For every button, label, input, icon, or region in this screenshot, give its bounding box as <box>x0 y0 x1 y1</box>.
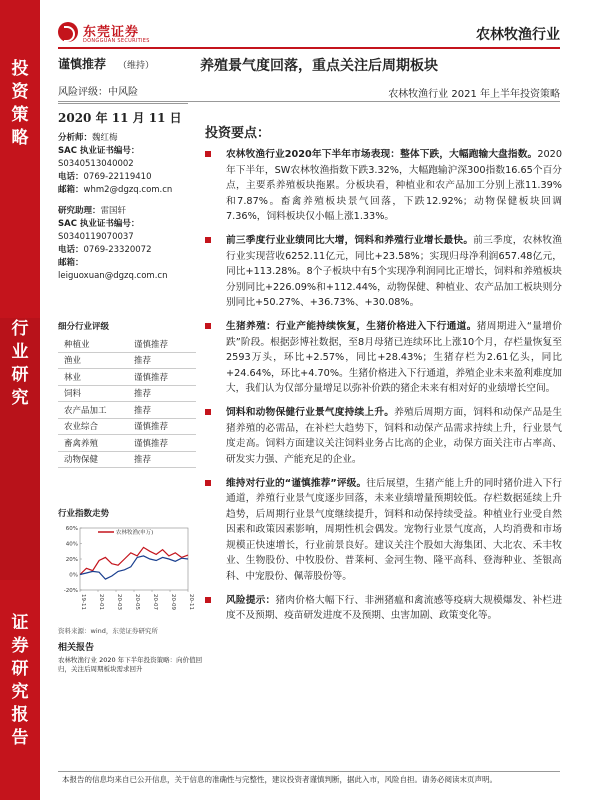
key-point-text: 猪周期进入“量增价跌”阶段。根据彭博社数据，至8月母猪已连续环比上涨10个月，存栏量恢复至2593万头，环比+2.57%，同比+28.43%；生猪存栏为2.61亿头，同比+24.64%，环比+4.70%。生猪价格进入下行通道，养殖企业未来盈利难度加大，我们认为仅部分量增足以弥补价跌的猪企未来有相对好的业绩增长空间。 <box>226 321 562 394</box>
industry-name-cell: 农产品加工 <box>58 402 134 419</box>
sidebar-char: 券 <box>11 636 29 656</box>
key-points-list <box>200 147 562 632</box>
sidebar-char: 告 <box>11 728 29 748</box>
bullet-square-icon <box>205 480 211 486</box>
sidebar-char: 策 <box>11 105 29 125</box>
x-tick-label: 20-03 <box>116 594 122 610</box>
industry-rating-row <box>58 352 196 369</box>
report-subtitle: 农林牧渔行业 2021 年上半年投资策略 <box>388 89 560 100</box>
industry-rating-row <box>58 336 196 352</box>
legend-label: 农林牧渔(申万) <box>116 530 154 536</box>
industry-rating-cell: 谨慎推荐 <box>134 369 196 386</box>
key-point-text: 养殖后周期方面，饲料和动保产品是生猪养殖的必需品，在补栏大趋势下，饲料和动保产品需求持续上升，行业景气度走高。饲料方面建议关注饲料业务占比高的企业，动保方面关注市占率高、研发实力强、产能充足的企业。 <box>226 407 563 465</box>
analyst-label: 分析师： <box>58 133 93 143</box>
sidebar-char: 行 <box>11 319 29 339</box>
industry-rating-cell: 推荐 <box>134 402 196 419</box>
chart-frame <box>80 528 188 590</box>
industry-rating-cell: 谨慎推荐 <box>134 418 196 435</box>
tel-number: 0769-22119410 <box>83 172 152 182</box>
key-point <box>200 476 562 585</box>
sidebar-band-strategy <box>0 0 40 318</box>
cert-number: S0340513040002 <box>58 159 134 169</box>
industry-name-cell: 动物保健 <box>58 451 134 468</box>
key-point <box>200 405 562 467</box>
rating-label: 谨慎推荐 <box>58 57 107 71</box>
industry-rating-cell: 推荐 <box>134 385 196 402</box>
sidebar-char: 业 <box>11 342 29 362</box>
sidebar-char: 资 <box>11 82 29 102</box>
industry-rating-heading: 细分行业评级 <box>58 322 110 332</box>
rating-note: （维持） <box>118 61 155 71</box>
assistant-name: 雷国轩 <box>100 206 127 216</box>
x-tick-label: 20-09 <box>170 594 176 610</box>
mail-label: 邮箱： <box>58 185 84 195</box>
industry-rating-row <box>58 451 196 468</box>
title-divider-2 <box>58 103 188 104</box>
industry-rating-row <box>58 402 196 419</box>
mail-label: 邮箱： <box>58 258 84 268</box>
bullet-square-icon <box>205 151 211 157</box>
key-point <box>200 593 562 624</box>
logo-name-en: DONGGUAN SECURITIES <box>83 38 150 44</box>
series-line <box>80 556 188 579</box>
y-tick-label: 60% <box>65 526 78 532</box>
report-title: 养殖景气度回落，重点关注后周期板块 <box>200 58 438 74</box>
bullet-square-icon <box>205 323 211 329</box>
key-point-heading: 前三季度行业业绩同比大增，饲料和养殖行业增长最快。 <box>226 235 474 246</box>
industry-name-cell: 饲料 <box>58 385 134 402</box>
key-point-heading: 农林牧渔行业2020年下半年市场表现：整体下跌，大幅跑输大盘指数。 <box>226 149 538 160</box>
industry-rating-row <box>58 369 196 386</box>
x-tick-label: 19-11 <box>80 594 86 610</box>
y-tick-label: 0% <box>69 572 78 579</box>
bullet-square-icon <box>205 237 211 243</box>
email-link[interactable]: leiguoxuan@dgzq.com.cn <box>58 271 168 281</box>
analyst-name: 魏红梅 <box>92 133 118 143</box>
x-tick-label: 20-11 <box>188 594 194 610</box>
chart-source: 资料来源：wind，东莞证券研究所 <box>58 627 158 635</box>
cert-label: SAC 执业证书编号： <box>58 146 140 156</box>
key-point-heading: 维持对行业的“谨慎推荐”评级。 <box>226 477 367 489</box>
email-link[interactable]: whm2@dgzq.com.cn <box>83 185 173 195</box>
series-line <box>80 547 188 574</box>
cert-label: SAC 执业证书编号： <box>58 219 140 229</box>
sidebar-char: 研 <box>11 365 29 385</box>
key-point-text: 往后展望，生猪产能上升的同时猪价进入下行通道，养殖行业景气度逐步回落，未来业绩增量预期较低。存栏数据延续上升趋势，后周期行业景气度继续提升，饲料和动保持续受益。种植业行业受自然因素和政策因素影响，周期性机会偶发。宠物行业景气度高，人均消费和市场规模正快速增长，行业前景良好。建议关注个股如大海集团、大北农、禾丰牧业、生物股份、中牧股份、普莱柯、金河生物、隆平高科、登海种业、荃银高科、中宠股份、佩蒂股份等。 <box>226 477 562 582</box>
industry-rating-row <box>58 385 196 402</box>
sidebar-char: 究 <box>11 682 29 702</box>
rating <box>58 55 154 72</box>
industry-rating-row <box>58 435 196 452</box>
index-chart-heading: 行业指数走势 <box>58 509 110 519</box>
analyst-info <box>58 132 198 283</box>
assistant-label: 研究助理： <box>58 206 101 216</box>
title-divider <box>58 101 560 102</box>
industry-name-cell: 农业综合 <box>58 418 134 435</box>
industry-rating-cell: 推荐 <box>134 352 196 369</box>
industry-rating-cell: 谨慎推荐 <box>134 336 196 352</box>
key-point <box>200 147 562 225</box>
tel-number: 0769-23320072 <box>83 245 152 255</box>
cert-number: S0340119070037 <box>58 232 134 242</box>
sidebar-char: 究 <box>11 388 29 408</box>
industry-rating-row <box>58 418 196 435</box>
related-reports-heading: 相关报告 <box>58 643 95 653</box>
sidebar-char: 研 <box>11 659 29 679</box>
sidebar-band-industry <box>0 318 40 580</box>
x-tick-label: 20-07 <box>152 594 158 610</box>
key-point-heading: 饲料和动物保健行业景气度持续上升。 <box>226 407 395 418</box>
key-point <box>200 319 562 397</box>
key-point <box>200 233 562 311</box>
key-point-heading: 风险提示： <box>226 594 276 606</box>
key-points-heading: 投资要点： <box>205 126 271 141</box>
industry-name-cell: 林业 <box>58 369 134 386</box>
logo-mark-icon <box>58 22 78 42</box>
y-tick-label: 40% <box>65 541 78 548</box>
risk-level: 风险评级：中风险 <box>58 87 138 98</box>
y-tick-label: 20% <box>65 557 78 563</box>
header-divider <box>58 47 560 49</box>
tel-label: 电话： <box>58 172 84 182</box>
index-chart <box>58 520 196 626</box>
x-tick-label: 20-01 <box>98 594 104 610</box>
key-point-heading: 生猪养殖：行业产能持续恢复，生猪价格进入下行通道。 <box>226 321 477 332</box>
y-tick-label: -20% <box>63 588 78 594</box>
key-point-text: 猪肉价格大幅下行、非洲猪瘟和禽流感等疫病大规模爆发、补栏进度不及预期、疫苗研发进度不及预期、虫害加剧、政策变化等。 <box>226 594 563 621</box>
industry-name-cell: 渔业 <box>58 352 134 369</box>
logo-name-cn: 东莞证券 <box>83 25 140 40</box>
disclaimer: 本报告的信息均来自已公开信息，关于信息的准确性与完整性，建议投资者谨慎判断，据此入市，风险自担。请务必阅读末页声明。 <box>62 775 497 784</box>
report-date: 2020 年 11 月 11 日 <box>58 111 182 125</box>
sidebar-char: 投 <box>11 59 29 79</box>
industry-rating-cell: 推荐 <box>134 451 196 468</box>
industry-rating-cell: 谨慎推荐 <box>134 435 196 452</box>
footer-divider <box>58 771 560 772</box>
sidebar-band-report <box>0 580 40 800</box>
x-tick-label: 20-05 <box>134 594 140 610</box>
industry-name: 农林牧渔行业 <box>476 27 560 43</box>
sidebar-char: 证 <box>11 613 29 633</box>
key-point-text: 2020年下半年，SW农林牧渔指数下跌3.32%，大幅跑输沪深300指数16.65个百分点，主要系养殖板块拖累。分板块看，种植业和农产品加工分别上涨11.39%和7.87%。畜禽养殖板块景气回落，下跌12.92%；动物保健板块回调7.36%，饲料板块仅小幅上涨1.33%。 <box>226 149 562 222</box>
tel-label: 电话： <box>58 245 84 255</box>
sidebar-char: 报 <box>11 705 29 725</box>
bullet-square-icon <box>205 409 211 415</box>
industry-name-cell: 畜禽养殖 <box>58 435 134 452</box>
bullet-square-icon <box>205 597 211 603</box>
industry-name-cell: 种植业 <box>58 336 134 352</box>
industry-rating-table <box>58 336 196 468</box>
key-point-text: 前三季度，农林牧渔行业实现营收6252.11亿元，同比+23.58%；实现归母净利润657.48亿元，同比+113.28%。8个子板块中有5个实现净利润同比正增长，饲料和养殖板块分别同比+226.09%和+112.44%，动物保健、种植业、农产品加工板块则分别同比+50.27%、+36.73%、+30.08%。 <box>226 235 563 308</box>
sidebar-char: 略 <box>11 128 29 148</box>
company-logo <box>58 20 176 48</box>
related-report-link[interactable]: 农林牧渔行业 2020 年下半年投资策略：向价值回归，关注后周期板块需求回升 <box>58 656 203 673</box>
